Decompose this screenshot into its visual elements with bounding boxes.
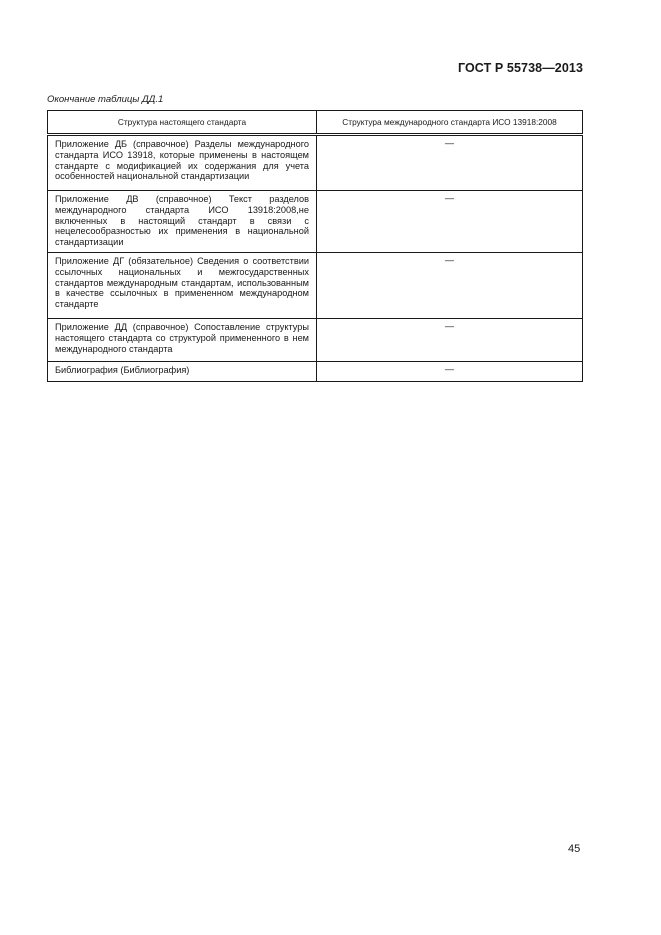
- row-cell-international: [317, 252, 583, 318]
- structure-comparison-table: [47, 110, 583, 382]
- table-caption: Окончание таблицы ДД.1: [47, 94, 164, 105]
- table-row: [48, 361, 583, 381]
- table-row: [48, 318, 583, 361]
- row-cell-national: Библиография (Библиография): [48, 361, 317, 381]
- table-row: [48, 252, 583, 318]
- column-header-international: Структура международного стандарта ИСО 13918:2008: [317, 111, 583, 135]
- page-number: 45: [568, 843, 581, 855]
- row-cell-national: Приложение ДД (справочное) Сопоставление структуры настоящего стандарта со структурой примененного в нем международного стандарта: [48, 318, 317, 361]
- dash-placeholder: —: [444, 193, 455, 203]
- table-header-row: [48, 111, 583, 135]
- document-code: ГОСТ Р 55738—2013: [457, 61, 583, 75]
- row-cell-national: Приложение ДВ (справочное) Текст разделов международного стандарта ИСО 13918:2008,не включенных в настоящий стандарт в связи с нецелесообразностью их применения в национальной стандартизации: [48, 191, 317, 253]
- table-row: [48, 135, 583, 191]
- dash-placeholder: —: [444, 320, 455, 331]
- dash-placeholder: —: [444, 254, 455, 265]
- row-cell-national: Приложение ДБ (справочное) Разделы международного стандарта ИСО 13918, которые применены в настоящем стандарте с модификацией их содержания для учета особенностей национальной стандартизации: [48, 135, 317, 191]
- dash-placeholder: —: [444, 363, 455, 374]
- row-cell-national: Приложение ДГ (обязательное) Сведения о соответствии ссылочных национальных и межгосударственных стандартов международным стандартам, использованным в качестве ссылочных в примененном международном стандарте: [48, 252, 317, 318]
- row-cell-international: [317, 191, 583, 253]
- row-cell-international: [317, 318, 583, 361]
- table-row: [48, 191, 583, 253]
- row-cell-international: [317, 361, 583, 381]
- dash-placeholder: —: [444, 138, 455, 148]
- row-cell-international: [317, 135, 583, 191]
- column-header-national: Структура настоящего стандарта: [48, 111, 317, 135]
